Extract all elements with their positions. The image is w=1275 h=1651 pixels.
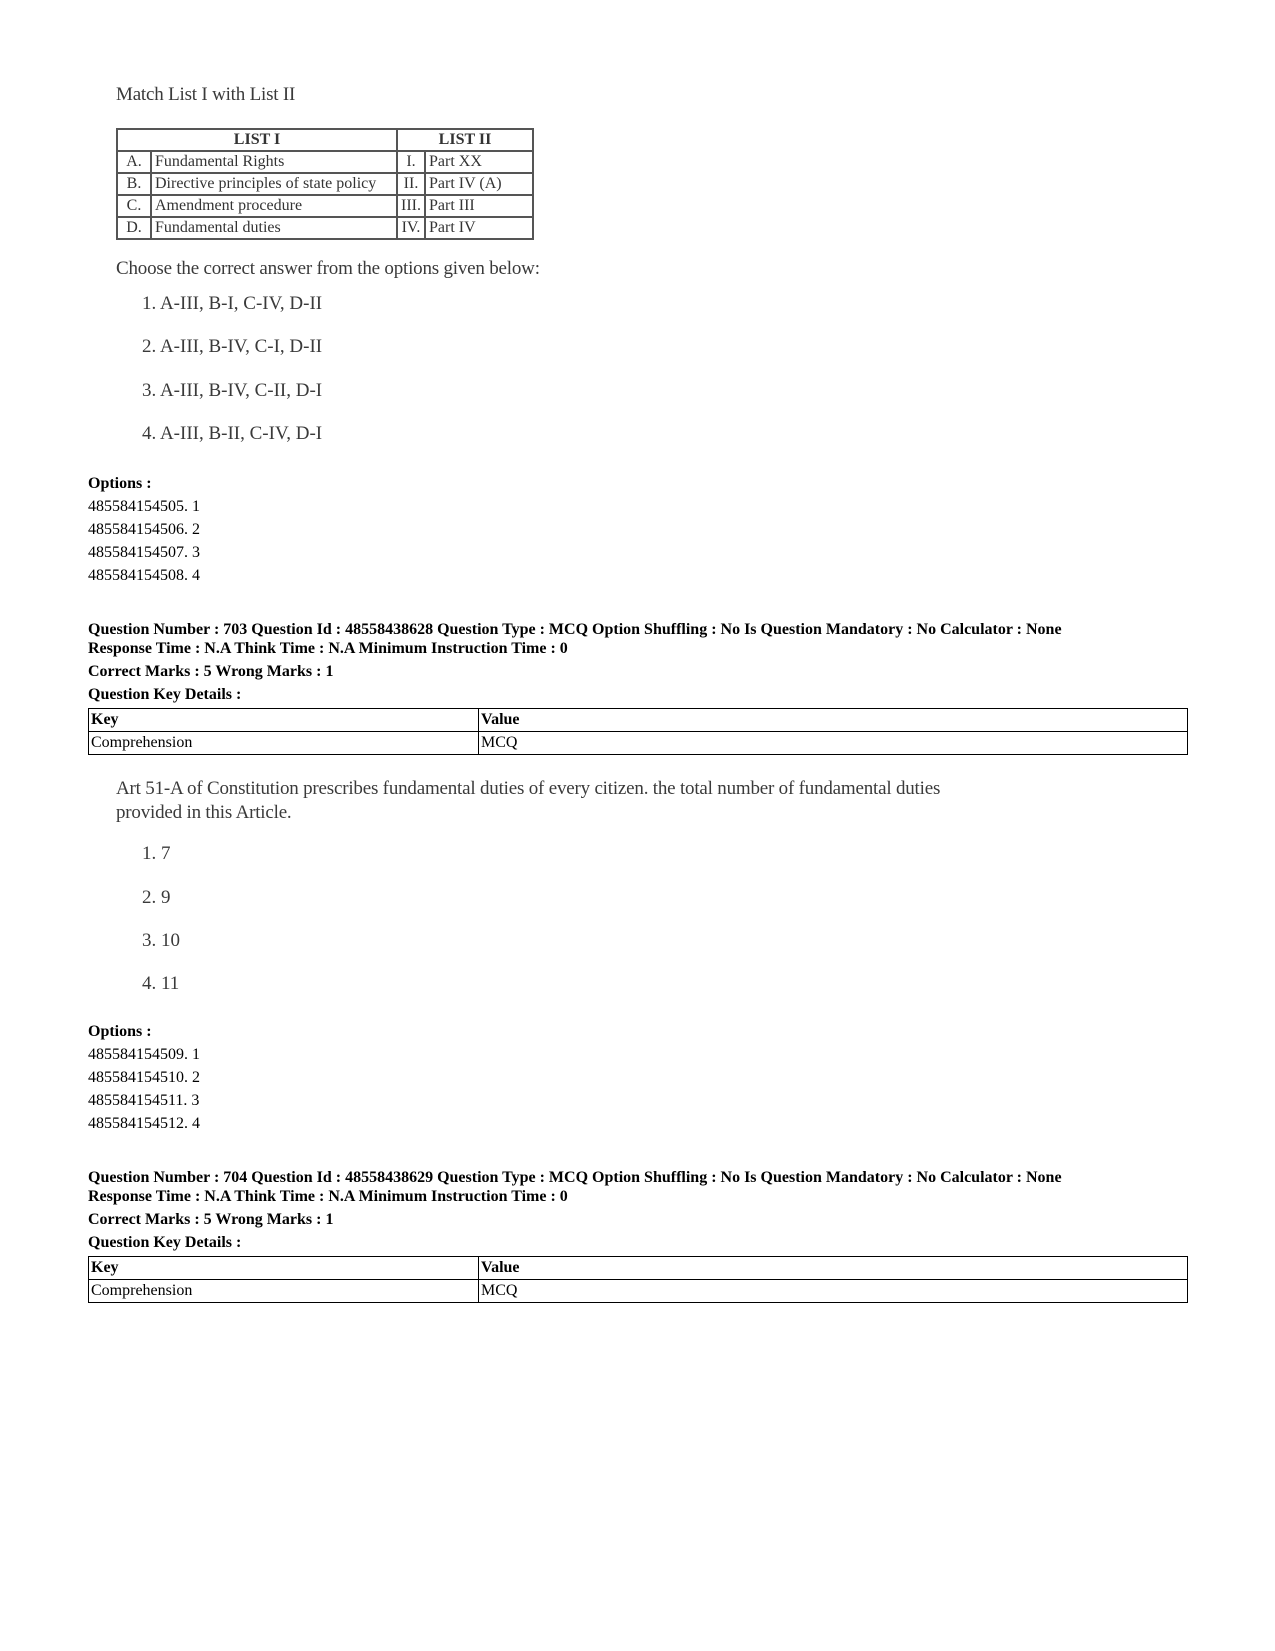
value-cell: MCQ (479, 732, 1188, 755)
q702-choice: 3. A-III, B-IV, C-II, D-I (142, 380, 323, 401)
row-letter: C. (117, 195, 151, 217)
q703-choice: 3. 10 (142, 930, 180, 951)
value-header: Value (479, 709, 1188, 732)
q702-option: 485584154508. 4 (88, 567, 200, 584)
q703-prompt: Art 51-A of Constitution prescribes fundamental duties of every citizen. the total number of fundamental duties provided in this Article. (116, 778, 941, 823)
match-list-row (117, 195, 533, 217)
row-item: Fundamental Rights (151, 151, 397, 173)
value-header: Value (479, 1257, 1188, 1280)
row-num: IV. (397, 217, 425, 239)
row-part: Part IV (425, 217, 533, 239)
q702-choice: 4. A-III, B-II, C-IV, D-I (142, 423, 323, 444)
q702-choice: 2. A-III, B-IV, C-I, D-II (142, 336, 323, 357)
match-list-row (117, 217, 533, 239)
row-num: I. (397, 151, 425, 173)
row-item: Amendment procedure (151, 195, 397, 217)
q702-option: 485584154507. 3 (88, 544, 200, 561)
q703-key-table (88, 708, 1188, 755)
q703-options-label: Options : (88, 1023, 152, 1040)
q702-prompt: Match List I with List II (116, 84, 296, 105)
q704-marks: Correct Marks : 5 Wrong Marks : 1 (88, 1211, 334, 1228)
key-header: Key (89, 1257, 479, 1280)
match-list-header (117, 129, 533, 151)
key-table-header (89, 1257, 1188, 1280)
q703-choice: 1. 7 (142, 843, 171, 864)
key-cell: Comprehension (89, 732, 479, 755)
q704-meta-line2: Response Time : N.A Think Time : N.A Minimum Instruction Time : 0 (88, 1188, 568, 1205)
row-num: II. (397, 173, 425, 195)
row-num: III. (397, 195, 425, 217)
q703-option: 485584154510. 2 (88, 1069, 200, 1086)
row-letter: B. (117, 173, 151, 195)
q704-key-details-label: Question Key Details : (88, 1234, 242, 1251)
row-item: Fundamental duties (151, 217, 397, 239)
match-list-table (116, 128, 534, 240)
q703-meta-line1: Question Number : 703 Question Id : 48558438628 Question Type : MCQ Option Shuffling : No Is Question Mandatory : No Calculator : None (88, 621, 1062, 638)
table-row (89, 732, 1188, 755)
row-letter: D. (117, 217, 151, 239)
q703-choice: 2. 9 (142, 887, 171, 908)
list1-header: LIST I (117, 129, 397, 151)
row-item: Directive principles of state policy (151, 173, 397, 195)
q702-option: 485584154505. 1 (88, 498, 200, 515)
table-row (89, 1280, 1188, 1303)
q703-option: 485584154509. 1 (88, 1046, 200, 1063)
q704-key-table (88, 1256, 1188, 1303)
value-cell: MCQ (479, 1280, 1188, 1303)
q703-choice: 4. 11 (142, 973, 180, 994)
choose-instruction: Choose the correct answer from the options given below: (116, 258, 540, 279)
row-part: Part III (425, 195, 533, 217)
q703-marks: Correct Marks : 5 Wrong Marks : 1 (88, 663, 334, 680)
match-list-row (117, 151, 533, 173)
match-list-row (117, 173, 533, 195)
row-part: Part XX (425, 151, 533, 173)
q703-key-details-label: Question Key Details : (88, 686, 242, 703)
row-letter: A. (117, 151, 151, 173)
list2-header: LIST II (397, 129, 533, 151)
q703-meta-line2: Response Time : N.A Think Time : N.A Minimum Instruction Time : 0 (88, 640, 568, 657)
q704-meta-line1: Question Number : 704 Question Id : 48558438629 Question Type : MCQ Option Shuffling : No Is Question Mandatory : No Calculator : None (88, 1169, 1062, 1186)
q702-option: 485584154506. 2 (88, 521, 200, 538)
row-part: Part IV (A) (425, 173, 533, 195)
q702-options-label: Options : (88, 475, 152, 492)
key-table-header (89, 709, 1188, 732)
key-cell: Comprehension (89, 1280, 479, 1303)
q703-option: 485584154512. 4 (88, 1115, 200, 1132)
key-header: Key (89, 709, 479, 732)
q702-choice: 1. A-III, B-I, C-IV, D-II (142, 293, 323, 314)
q703-option: 485584154511. 3 (88, 1092, 200, 1109)
